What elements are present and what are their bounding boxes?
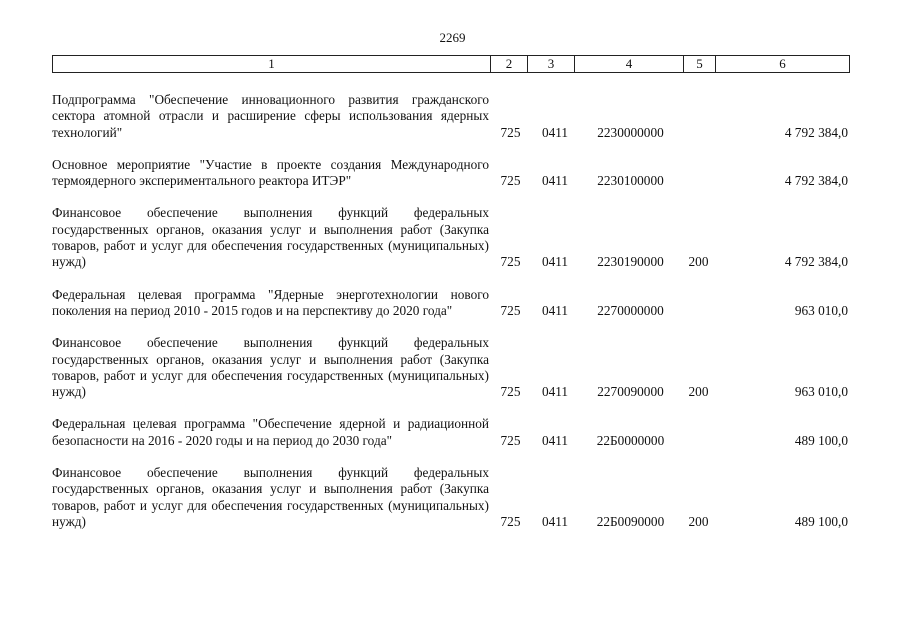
row-code-5: 200 xyxy=(688,513,709,529)
header-col-3: 3 xyxy=(528,56,575,72)
row-code-4: 2230000000 xyxy=(597,124,664,140)
row-code-3: 0411 xyxy=(541,432,569,448)
row-description: Основное мероприятие "Участие в проекте создания Международного термоядерного экспериментального реактора ИТЭР" xyxy=(52,156,489,189)
row-code-2: 725 xyxy=(500,254,521,270)
page-number: 2269 xyxy=(439,30,466,45)
table-header xyxy=(52,55,850,73)
row-code-4: 2270000000 xyxy=(597,302,664,318)
row-code-4: 2270090000 xyxy=(597,384,664,400)
row-code-4: 2230100000 xyxy=(597,173,664,189)
row-amount: 489 100,0 xyxy=(794,432,848,448)
row-amount: 963 010,0 xyxy=(794,302,848,318)
row-code-3: 0411 xyxy=(541,513,569,529)
row-code-4: 22Б0000000 xyxy=(596,432,665,448)
row-amount: 4 792 384,0 xyxy=(784,254,848,270)
row-code-3: 0411 xyxy=(541,384,569,400)
row-description: Финансовое обеспечение выполнения функций федеральных государственных органов, оказания услуг и выполнения работ (Закупка товаров, работ и услуг для обеспечения государственных (муниципальных) нужд) xyxy=(52,205,489,270)
row-code-4: 2230190000 xyxy=(597,254,664,270)
row-description: Федеральная целевая программа "Ядерные энерготехнологии нового поколения на период 2010 - 2015 годов и на перспективу до 2020 года" xyxy=(52,286,489,318)
table-row xyxy=(52,92,848,141)
row-description: Федеральная целевая программа "Обеспечение ядерной и радиационной безопасности на 2016 - 2020 годы и на период до 2030 года" xyxy=(52,416,489,448)
row-code-2: 725 xyxy=(500,513,521,529)
row-amount: 4 792 384,0 xyxy=(784,173,848,189)
row-code-5: 200 xyxy=(688,384,709,400)
row-code-4: 22Б0090000 xyxy=(596,513,665,529)
row-code-3: 0411 xyxy=(541,254,569,270)
row-code-5: 200 xyxy=(688,254,709,270)
table-row xyxy=(52,465,848,530)
row-description: Финансовое обеспечение выполнения функций федеральных государственных органов, оказания услуг и выполнения работ (Закупка товаров, работ и услуг для обеспечения государственных (муниципальных) нужд) xyxy=(52,465,489,529)
row-code-3: 0411 xyxy=(541,302,569,318)
row-code-3: 0411 xyxy=(541,124,569,140)
row-description: Подпрограмма "Обеспечение инновационного развития гражданского сектора атомной отрасли и расширение сферы использования ядерных технологий" xyxy=(52,92,489,140)
table-row xyxy=(52,287,848,320)
header-col-2: 2 xyxy=(491,56,528,72)
row-code-2: 725 xyxy=(500,173,521,189)
row-code-2: 725 xyxy=(500,302,521,318)
row-amount: 4 792 384,0 xyxy=(784,124,848,140)
header-col-1: 1 xyxy=(53,56,491,72)
table-row xyxy=(52,416,848,449)
row-code-3: 0411 xyxy=(541,173,569,189)
row-code-2: 725 xyxy=(500,384,521,400)
table-row xyxy=(52,157,848,190)
table-row xyxy=(52,205,848,270)
row-amount: 489 100,0 xyxy=(794,513,848,529)
row-code-2: 725 xyxy=(500,124,521,140)
header-col-6: 6 xyxy=(779,56,786,71)
row-amount: 963 010,0 xyxy=(794,384,848,400)
table-body xyxy=(52,92,848,546)
table-row xyxy=(52,335,848,400)
header-col-5: 5 xyxy=(684,56,716,72)
row-code-2: 725 xyxy=(500,432,521,448)
row-description: Финансовое обеспечение выполнения функций федеральных государственных органов, оказания услуг и выполнения работ (Закупка товаров, работ и услуг для обеспечения государственных (муниципальных) нужд) xyxy=(52,335,489,400)
header-col-4: 4 xyxy=(575,56,684,72)
